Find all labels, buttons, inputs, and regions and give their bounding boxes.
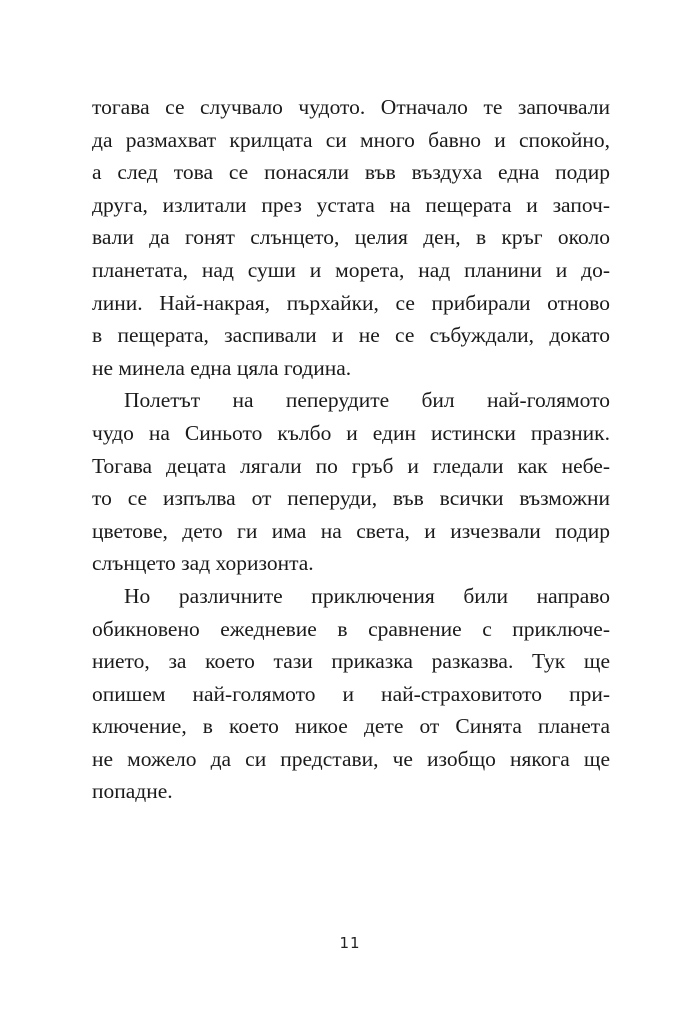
text-line: друга, излитали през устата на пещерата и започ-: [92, 192, 610, 217]
paragraph-2: [92, 384, 610, 580]
text-line: планетата, над суши и морета, над планини и до-: [92, 257, 610, 282]
paragraph-1: [92, 91, 610, 384]
text-line: да размахват крилцата си много бавно и спокойно,: [92, 127, 610, 152]
text-line: тогава се случвало чудото. Отначало те започвали: [92, 95, 610, 119]
body-text: [92, 91, 610, 808]
text-line: Тогава децата лягали по гръб и гледали как небе-: [92, 453, 610, 478]
text-line: в пещерата, заспивали и не се събуждали, докато: [92, 323, 610, 348]
page-number: 11: [339, 934, 361, 952]
text-line: попадне.: [92, 779, 173, 804]
text-line: ключение, в което никое дете от Синята планета: [92, 714, 610, 739]
text-line: вали да гонят слънцето, целия ден, в кръг около: [92, 225, 610, 250]
text-line: слънцето зад хоризонта.: [92, 551, 314, 576]
text-line: Но различните приключения били направо: [124, 583, 610, 608]
text-line: то се изпълва от пеперуди, във всички възможни: [92, 486, 610, 511]
text-line: обикновено ежедневие в сравнение с приключе-: [92, 616, 610, 641]
paragraph-3: [92, 580, 610, 808]
text-line: не минела една цяла година.: [92, 355, 352, 380]
text-line: чудо на Синьото кълбо и един истински празник.: [92, 420, 610, 445]
text-line: нието, за което тази приказка разказва. Тук ще: [92, 649, 610, 674]
text-line: не можело да си представи, че изобщо някога ще: [92, 746, 610, 771]
text-line: а след това се понасяли във въздуха една подир: [92, 160, 610, 185]
text-line: лини. Най-накрая, пърхайки, се прибирали отново: [92, 290, 610, 315]
text-line: опишем най-голямото и най-страховитото при-: [92, 681, 610, 706]
text-line: цветове, дето ги има на света, и изчезвали подир: [92, 518, 610, 543]
text-line: Полетът на пеперудите бил най-голямото: [124, 388, 610, 413]
